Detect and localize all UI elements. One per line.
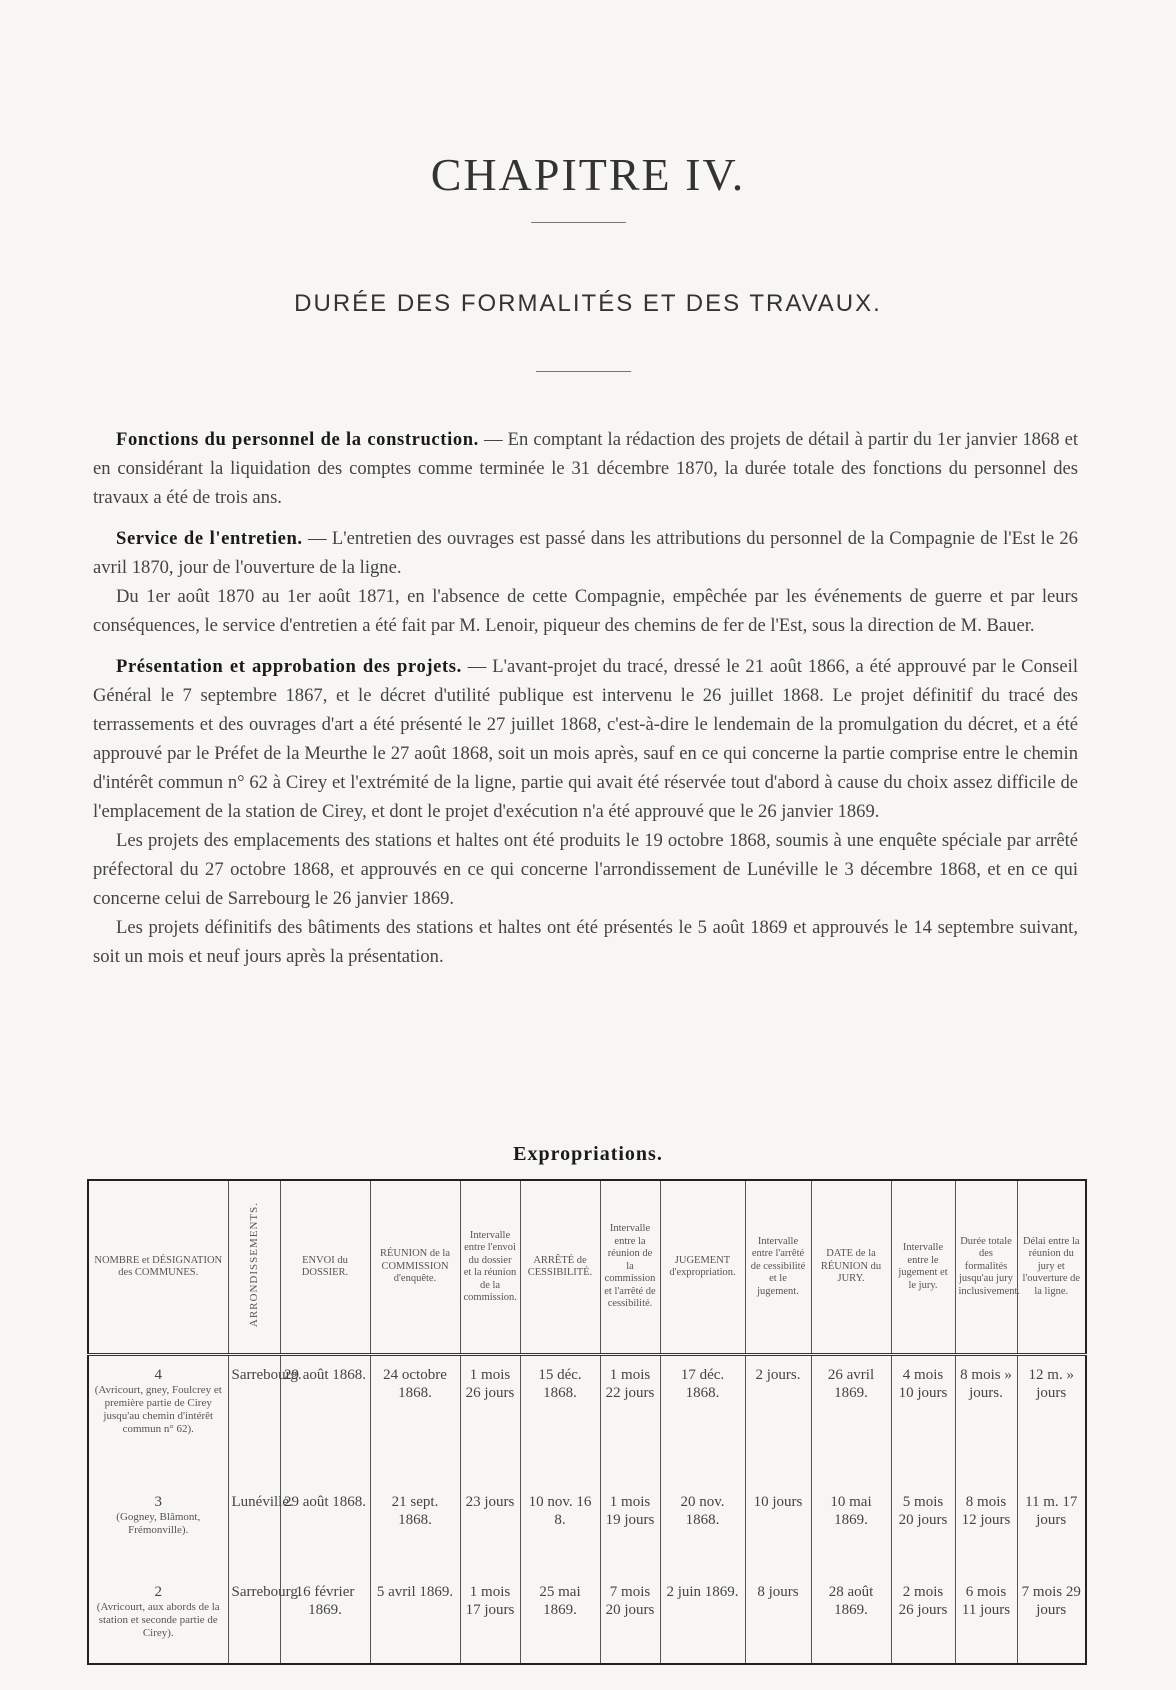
table-row [88,1573,1086,1664]
paragraph [93,524,1078,582]
commune-cell [88,1355,228,1484]
column-header: Intervalle entre le jugement et le jury. [891,1180,955,1355]
column-header [228,1180,280,1355]
table-cell: 29 août 1868. [280,1355,370,1484]
table-cell: 20 nov. 1868. [660,1483,745,1573]
table-cell: 10 nov. 16 8. [520,1483,600,1573]
column-header: DATE de la RÉUNION du JURY. [811,1180,891,1355]
table-cell: 1 mois 22 jours [600,1355,660,1484]
body-text [93,425,1078,971]
table-cell: 25 mai 1869. [520,1573,600,1664]
column-header: Intervalle entre la réunion de la commission et l'arrêté de cessibilité. [600,1180,660,1355]
table-cell: 23 jours [460,1483,520,1573]
column-header: Intervalle entre l'envoi du dossier et la réunion de la commission. [460,1180,520,1355]
table-header-row [88,1180,1086,1355]
commune-names: (Avricourt, gney, Foulcrey et première partie de Cirey jusqu'au chemin d'intérêt commun n° 62). [94,1384,222,1435]
table-cell: 8 mois » jours. [955,1355,1017,1484]
table-cell: 10 jours [745,1483,811,1573]
table-cell: 8 jours [745,1573,811,1664]
paragraph: Du 1er août 1870 au 1er août 1871, en l'absence de cette Compagnie, empêchée par les événements de guerre et par leurs conséquences, le service d'entretien a été fait par M. Lenoir, piqueur des chemins de fer de l'Est, sous la direction de M. Bauer. [93,586,1078,636]
table-cell: 6 mois 11 jours [955,1573,1017,1664]
table-cell: 7 mois 29 jours [1017,1573,1086,1664]
column-header: ARRÊTÉ de CESSIBILITÉ. [520,1180,600,1355]
table-cell: 1 mois 19 jours [600,1483,660,1573]
table-cell: 26 avril 1869. [811,1355,891,1484]
table-cell: 5 mois 20 jours [891,1483,955,1573]
table-cell: 29 août 1868. [280,1483,370,1573]
section-heading: Fonctions du personnel de la construction. [116,429,479,450]
column-header: Intervalle entre l'arrêté de cessibilité et le jugement. [745,1180,811,1355]
commune-count: 3 [154,1494,162,1510]
table-cell: 2 jours. [745,1355,811,1484]
paragraph-text: — L'avant-projet du tracé, dressé le 21 août 1866, a été approuvé par le Conseil Général le 7 septembre 1867, et le décret d'utilité publique est intervenu le 26 juillet 1868. Le projet définitif du tracé des terrassements et des ouvrages d'art a été présenté le 27 juillet 1868, c'est-à-dire le lendemain de la promulgation du décret, et a été approuvé par le Préfet de la Meurthe le 27 août 1868, soit un mois après, sauf en ce qui concerne la partie comprise entre le chemin d'intérêt commun n° 62 à Cirey et l'extrémité de la ligne, partie qui avait été réservée tout d'abord à cause du choix assez difficile de l'emplacement de la station de Cirey, et dont le projet d'exécution n'a été approuvé que le 26 janvier 1869. [93,656,1078,822]
paragraph: Les projets définitifs des bâtiments des stations et haltes ont été présentés le 5 août 1869 et approuvés le 14 septembre suivant, soit un mois et neuf jours après la présentation. [93,917,1078,967]
paragraph [93,652,1078,826]
table-cell: 11 m. 17 jours [1017,1483,1086,1573]
commune-names: (Gogney, Blâmont, Frémonville). [116,1511,201,1536]
column-header: JUGEMENT d'expropriation. [660,1180,745,1355]
title-divider [531,222,626,223]
expropriations-table [87,1179,1087,1665]
table-cell: 24 octobre 1868. [370,1355,460,1484]
commune-cell [88,1573,228,1664]
column-header: NOMBRE et DÉSIGNATION des COMMUNES. [88,1180,228,1355]
table-row [88,1355,1086,1484]
table-cell: 1 mois 17 jours [460,1573,520,1664]
table-cell: 8 mois 12 jours [955,1483,1017,1573]
table-cell: 1 mois 26 jours [460,1355,520,1484]
table-cell: 10 mai 1869. [811,1483,891,1573]
column-header: ENVOI du DOSSIER. [280,1180,370,1355]
table-cell: 5 avril 1869. [370,1573,460,1664]
column-header: Durée totale des formalités jusqu'au jury inclusivement. [955,1180,1017,1355]
table-cell: 4 mois 10 jours [891,1355,955,1484]
paragraph-text: — En comptant la rédaction des projets de détail à partir du 1er janvier 1868 et en considérant la liquidation des comptes comme terminée le 31 décembre 1870, la durée totale des fonctions du personnel des travaux a été de trois ans. [93,429,1078,508]
table-cell: Lunéville. [228,1483,280,1573]
paragraph [93,425,1078,512]
table-cell: 21 sept. 1868. [370,1483,460,1573]
table-cell: 12 m. » jours [1017,1355,1086,1484]
table-cell: 7 mois 20 jours [600,1573,660,1664]
table-cell: 2 mois 26 jours [891,1573,955,1664]
column-header-vertical: ARRONDISSEMENTS. [247,1202,260,1328]
column-header: RÉUNION de la COMMISSION d'enquête. [370,1180,460,1355]
section-heading: Service de l'entretien. [116,528,303,549]
section-heading: Présentation et approbation des projets. [116,656,462,677]
subtitle-divider [536,371,631,372]
commune-count: 4 [154,1367,162,1383]
table-cell: Sarrebourg. [228,1355,280,1484]
table-cell: 2 juin 1869. [660,1573,745,1664]
commune-cell [88,1483,228,1573]
commune-names: (Avricourt, aux abords de la station et seconde partie de Cirey). [96,1601,220,1639]
chapter-title: CHAPITRE IV. [430,149,746,200]
commune-count: 2 [154,1584,162,1600]
table-cell: 16 février 1869. [280,1573,370,1664]
table-cell: 17 déc. 1868. [660,1355,745,1484]
table-cell: Sarrebourg. [228,1573,280,1664]
table-row [88,1483,1086,1573]
table-cell: 28 août 1869. [811,1573,891,1664]
paragraph-text: — L'entretien des ouvrages est passé dans les attributions du personnel de la Compagnie de l'Est le 26 avril 1870, jour de l'ouverture de la ligne. [93,528,1078,578]
table-title: Expropriations. [513,1143,663,1165]
chapter-subtitle: DURÉE DES FORMALITÉS ET DES TRAVAUX. [294,290,882,317]
table-cell: 15 déc. 1868. [520,1355,600,1484]
column-header: Délai entre la réunion du jury et l'ouverture de la ligne. [1017,1180,1086,1355]
paragraph: Les projets des emplacements des stations et haltes ont été produits le 19 octobre 1868, soumis à une enquête spéciale par arrêté préfectoral du 27 octobre 1868, et approuvés en ce qui concerne l'arrondissement de Lunéville le 3 décembre 1868, et en ce qui concerne celui de Sarrebourg le 26 janvier 1869. [93,830,1078,909]
